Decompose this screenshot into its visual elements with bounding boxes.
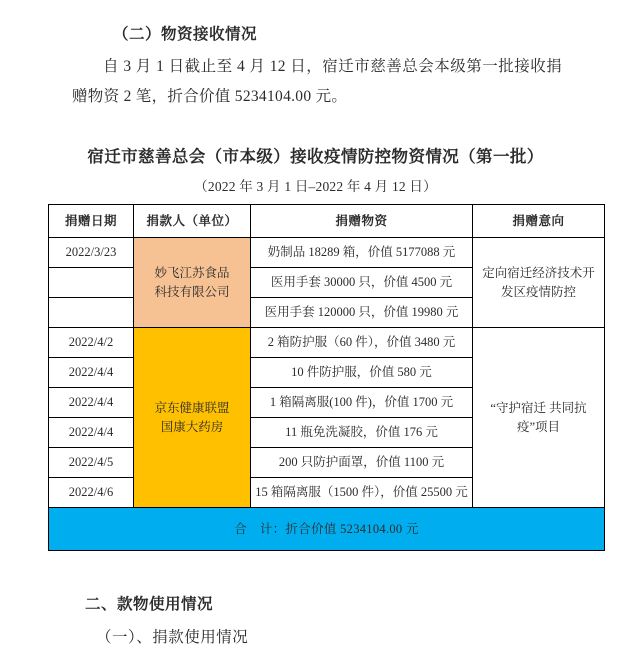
table-title: 宿迁市慈善总会（市本级）接收疫情防控物资情况（第一批） bbox=[87, 147, 544, 166]
table-row bbox=[49, 238, 605, 268]
donation-table bbox=[48, 204, 605, 551]
cell-date: 2022/4/5 bbox=[49, 448, 134, 478]
cell-date: 2022/4/4 bbox=[49, 418, 134, 448]
cell-intent bbox=[473, 328, 605, 508]
table-body bbox=[49, 238, 605, 508]
table-header-row bbox=[49, 205, 605, 238]
cell-goods: 医用手套 120000 只，价值 19980 元 bbox=[251, 298, 473, 328]
donor-line-1: 京东健康联盟 bbox=[154, 401, 230, 416]
cell-date: 2022/4/6 bbox=[49, 478, 134, 508]
footer-heading-1: 二、款物使用情况 bbox=[85, 595, 214, 613]
column-header-donor: 捐款人（单位） bbox=[134, 205, 251, 238]
footer-heading-2: （一）、捐款使用情况 bbox=[96, 629, 249, 646]
section-heading: （二）物资接收情况 bbox=[113, 26, 258, 43]
table-header bbox=[49, 205, 605, 238]
cell-donor bbox=[134, 328, 251, 508]
body-paragraph: 自 3 月 1 日截止至 4 月 12 日，宿迁市慈善总会本级第一批接收捐赠物资 2 笔，折合价值 5234104.00 元。 bbox=[72, 58, 562, 105]
intent-line-2: 发区疫情防控 bbox=[500, 284, 576, 299]
donor-line-2: 科技有限公司 bbox=[154, 284, 230, 299]
cell-goods: 15 箱隔离服（1500 件），价值 25500 元 bbox=[251, 478, 473, 508]
column-header-goods: 捐赠物资 bbox=[251, 205, 473, 238]
cell-date: 2022/4/4 bbox=[49, 358, 134, 388]
intent-line-2: 疫”项目 bbox=[516, 419, 561, 434]
donor-line-2: 国康大药房 bbox=[160, 419, 224, 434]
donation-table-wrapper bbox=[48, 204, 595, 551]
cell-date: 2022/3/23 bbox=[49, 238, 134, 268]
intent-line-1: 定向宿迁经济技术开 bbox=[482, 266, 595, 281]
cell-date bbox=[49, 298, 134, 328]
cell-donor bbox=[134, 238, 251, 328]
table-subtitle: （2022 年 3 月 1 日–2022 年 4 月 12 日） bbox=[194, 179, 437, 194]
cell-goods: 医用手套 30000 只，价值 4500 元 bbox=[251, 268, 473, 298]
table-total-row bbox=[49, 508, 605, 551]
cell-goods: 2 箱防护服（60 件），价值 3480 元 bbox=[251, 328, 473, 358]
cell-goods: 1 箱隔离服(100 件)，价值 1700 元 bbox=[251, 388, 473, 418]
cell-goods: 11 瓶免洗凝胶，价值 176 元 bbox=[251, 418, 473, 448]
cell-goods: 奶制品 18289 箱，价值 5177088 元 bbox=[251, 238, 473, 268]
intent-line-1: “守护宿迁 共同抗 bbox=[490, 401, 587, 416]
column-header-intent: 捐赠意向 bbox=[473, 205, 605, 238]
donor-line-1: 妙飞江苏食品 bbox=[154, 266, 230, 281]
cell-date: 2022/4/2 bbox=[49, 328, 134, 358]
table-footer bbox=[49, 508, 605, 551]
cell-goods: 200 只防护面罩，价值 1100 元 bbox=[251, 448, 473, 478]
total-amount-cell: 合 计：折合价值 5234104.00 元 bbox=[49, 508, 605, 551]
column-header-date: 捐赠日期 bbox=[49, 205, 134, 238]
cell-intent bbox=[473, 238, 605, 328]
cell-goods: 10 件防护服，价值 580 元 bbox=[251, 358, 473, 388]
cell-date bbox=[49, 268, 134, 298]
cell-date: 2022/4/4 bbox=[49, 388, 134, 418]
table-row bbox=[49, 328, 605, 358]
